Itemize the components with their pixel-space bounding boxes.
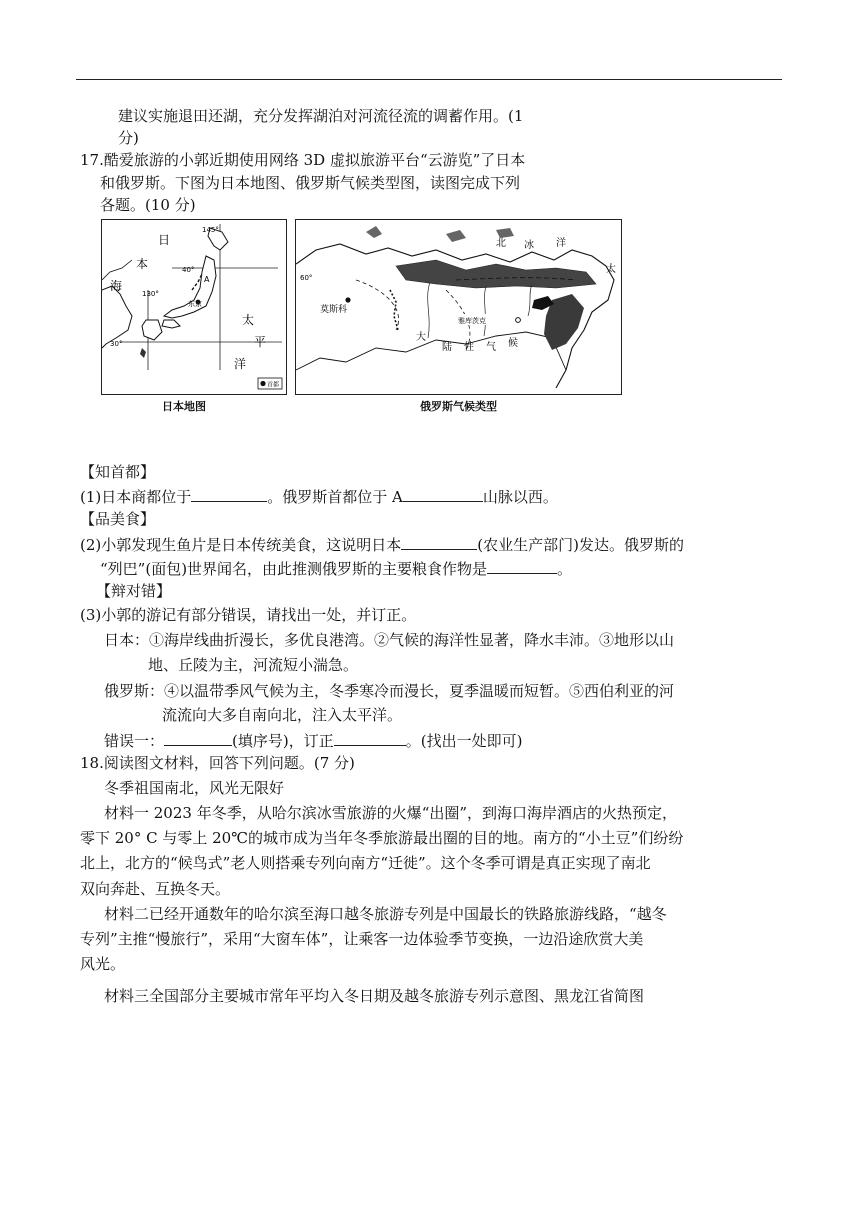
label-lon130: 130° <box>142 290 159 298</box>
q17-part3-stem: (3)小郭的游记有部分错误，请找出一处，并订正。 <box>80 606 417 624</box>
q2-text-a: (2)小郭发现生鱼片是日本传统美食，这说明日本 <box>80 536 402 554</box>
q17-russia-line1: 俄罗斯：④以温带季风气候为主，冬季寒冷而漫长，夏季温暖而短暂。⑤西伯利亚的河 <box>104 682 675 700</box>
q17-japan-line1: 日本：①海岸线曲折漫长，多优良港湾。②气候的海洋性显著，降水丰沛。③地形以山 <box>104 631 675 649</box>
q18-title: 冬季祖国南北，风光无限好 <box>104 779 285 797</box>
japan-map <box>101 219 287 395</box>
q18-material2-line2: 专列”主推“慢旅行”，采用“大窗车体”，让乘客一边体验季节变换，一边沿途欣赏大美 <box>80 930 644 948</box>
russia-map-graphic <box>296 220 621 394</box>
label-qi: 气 <box>486 342 496 353</box>
q1-text-b: 。俄罗斯首都位于 A <box>267 488 403 506</box>
label-hai: 海 <box>110 279 123 293</box>
header-rule <box>76 79 782 80</box>
section-food-title: 【品美食】 <box>80 510 156 528</box>
label-tokyo: 东京 <box>188 300 202 308</box>
section-capital-title: 【知首都】 <box>80 463 156 481</box>
label-lat30: 30° <box>110 340 123 348</box>
err-text-c: 。(找出一处即可) <box>405 732 523 750</box>
japan-map-graphic <box>102 220 286 394</box>
q18-material1-line1: 材料一 2023 年冬季，从哈尔滨冰雪旅游的火爆“出圈”，到海口海岸酒店的火热预定， <box>104 804 678 822</box>
q17-part2-line2 <box>100 557 572 580</box>
q2-blank-1[interactable] <box>401 533 477 550</box>
q1-text-a: (1)日本商都位于 <box>80 488 192 506</box>
q17-error-line <box>104 729 522 752</box>
err-text-b: (填序号)，订正 <box>232 732 334 750</box>
q17-stem-line1: 17.酷爱旅游的小郭近期使用网络 3D 虚拟旅游平台“云游览”了日本 <box>80 151 526 169</box>
q17-stem-line2: 和俄罗斯。下图为日本地图、俄罗斯气候类型图，读图完成下列 <box>100 174 521 192</box>
err-text-a: 错误一： <box>104 732 165 750</box>
label-lat60: 60° <box>300 274 313 282</box>
q18-stem: 18.阅读图文材料，回答下列问题。(7 分) <box>80 754 355 772</box>
label-bing: 冰 <box>524 240 534 251</box>
label-shanghai: 首都 <box>267 381 280 389</box>
label-tai: 太 <box>606 264 616 275</box>
q2-text-d: 。 <box>557 560 573 578</box>
q18-material1-line2: 零下 20° C 与零上 20℃的城市成为当年冬季旅游最出圈的目的地。南方的“小土豆”们纷纷 <box>80 829 684 847</box>
label-xing: 性 <box>464 342 474 353</box>
label-lon145: 145° <box>202 226 219 234</box>
q17-stem-line3: 各题。(10 分) <box>100 196 196 214</box>
label-moscow: 莫斯科 <box>320 305 348 315</box>
q17-part2-line1 <box>80 533 684 556</box>
prev-answer-line2: 分) <box>118 129 139 147</box>
label-city: 雅库茨克 <box>458 317 486 325</box>
label-lat40: 40° <box>182 266 195 274</box>
err-blank-number[interactable] <box>164 729 232 746</box>
q18-material1-line3: 北上，北方的“候鸟式”老人则搭乘专列向南方“迁徙”。这个冬季可谓是真正实现了南北 <box>80 854 651 872</box>
label-da: 大 <box>416 332 426 343</box>
q2-blank-2[interactable] <box>487 557 557 574</box>
q18-material2-line3: 风光。 <box>80 955 126 973</box>
label-ben: 本 <box>136 257 149 271</box>
q1-text-c: 山脉以西。 <box>482 488 558 506</box>
label-bei: 北 <box>496 238 506 249</box>
q1-blank-1[interactable] <box>191 485 267 502</box>
japan-map-caption: 日本地图 <box>162 400 206 413</box>
q18-material1-line4: 双向奔赴、互换冬天。 <box>80 880 231 898</box>
russia-map-caption: 俄罗斯气候类型 <box>420 400 497 413</box>
q18-material3-line1: 材料三全国部分主要城市常年平均入冬日期及越冬旅游专列示意图、黑龙江省简图 <box>104 987 645 1005</box>
q18-material2-line1: 材料二已经开通数年的哈尔滨至海口越冬旅游专列是中国最长的铁路旅游线路，“越冬 <box>104 905 667 923</box>
q17-japan-line2: 地、丘陵为主，河流短小湍急。 <box>148 656 359 674</box>
q17-part1 <box>80 485 558 508</box>
q17-russia-line2: 流流向大多自南向北，注入太平洋。 <box>162 706 403 724</box>
russia-climate-map <box>295 219 622 395</box>
label-yang: 洋 <box>556 238 566 249</box>
label-river-a: A <box>204 275 210 284</box>
section-judge-title: 【辩对错】 <box>96 582 172 600</box>
prev-answer-line1: 建议实施退田还湖，充分发挥湖泊对河流径流的调蓄作用。(1 <box>118 107 524 125</box>
q2-text-c: “列巴”(面包)世界闻名，由此推测俄罗斯的主要粮食作物是 <box>100 560 488 578</box>
label-tai: 太 <box>242 313 255 327</box>
label-ri: 日 <box>158 233 171 247</box>
err-blank-correction[interactable] <box>334 729 406 746</box>
label-yang: 洋 <box>234 357 247 371</box>
q2-text-b: (农业生产部门)发达。俄罗斯的 <box>477 536 684 554</box>
label-lu: 陆 <box>442 342 452 353</box>
label-ping: 平 <box>254 335 267 349</box>
q1-blank-2[interactable] <box>403 485 483 502</box>
label-hou: 候 <box>508 338 518 349</box>
